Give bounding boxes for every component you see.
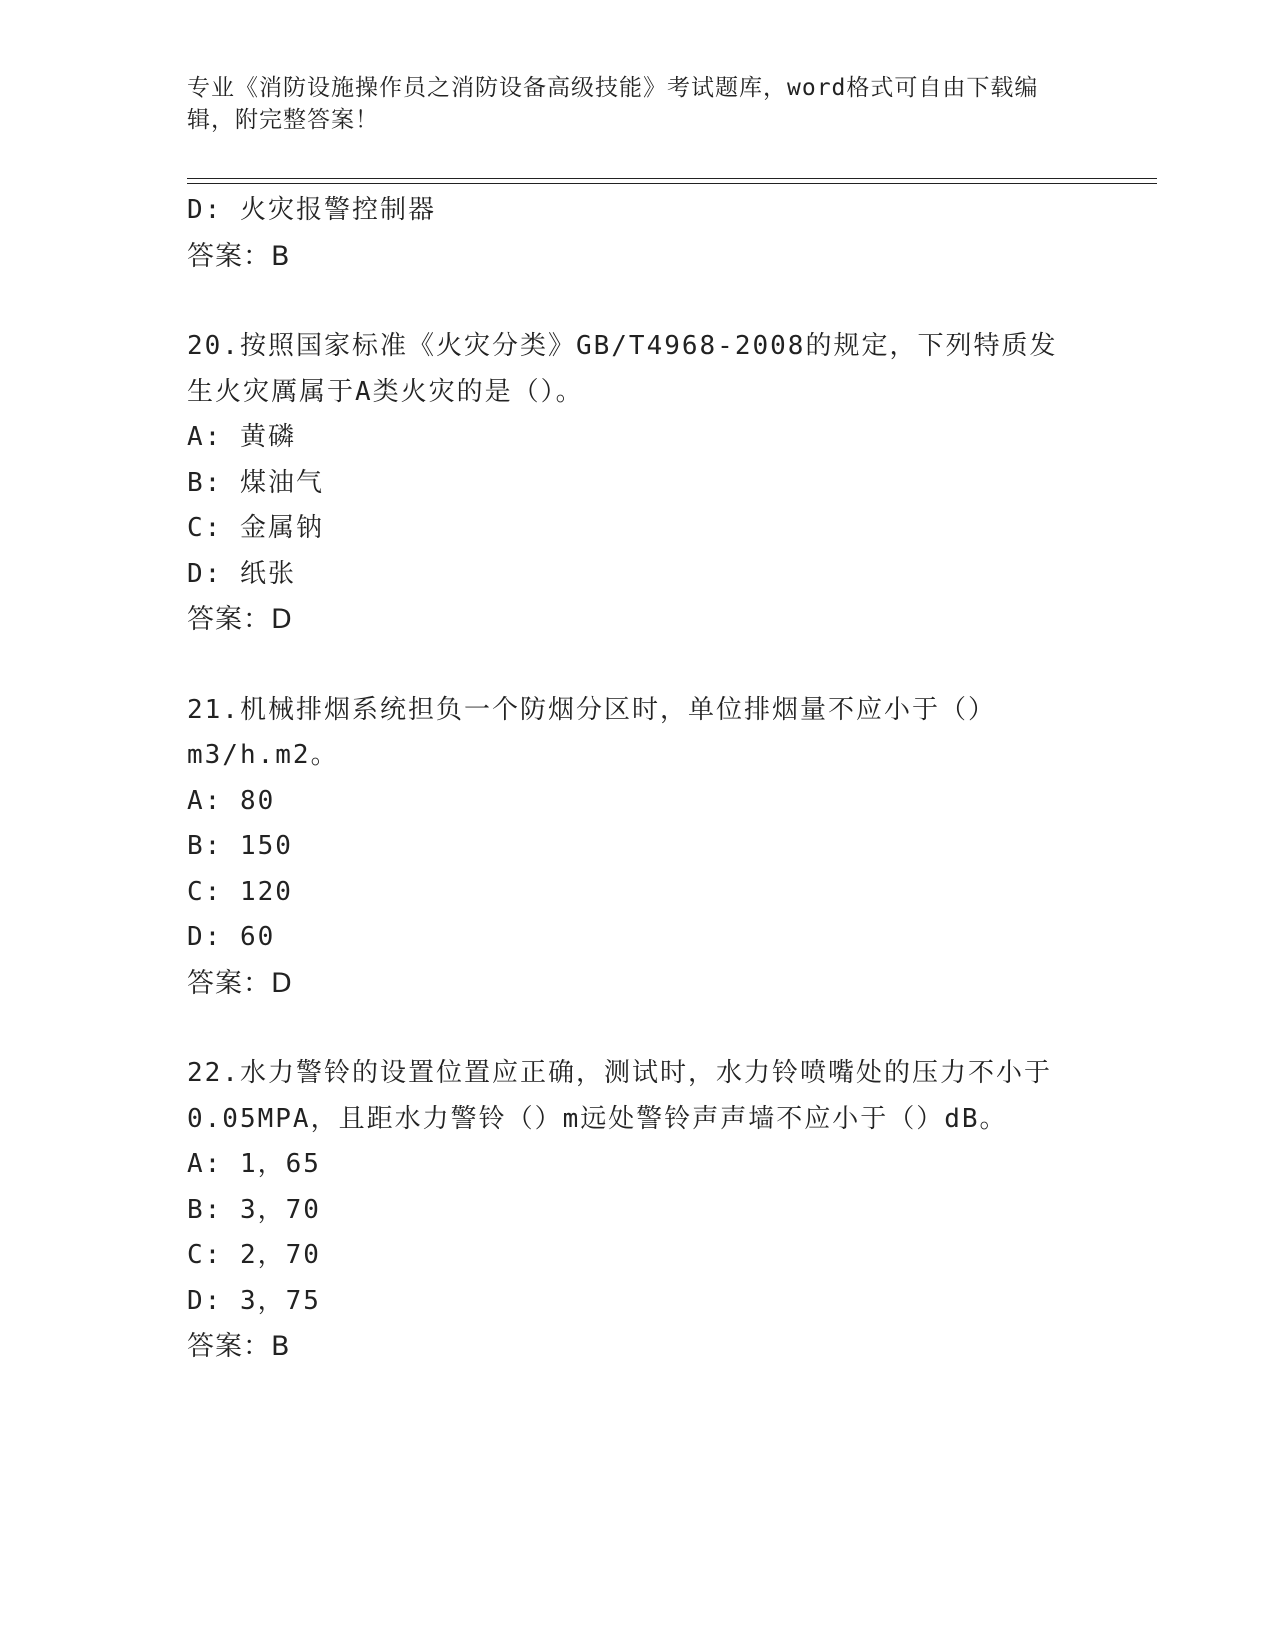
question-text: 20.按照国家标准《火灾分类》GB/T4968-2008的规定，下列特质发生火灾厲属于A类火灾的是（）。 [187,331,1058,407]
spacer [187,643,1087,688]
option-b: B: 煤油气 [187,467,324,498]
answer-line: 答案：B [187,240,291,272]
option-c: C: 120 [187,876,293,907]
option-a: A: 黄磷 [187,422,296,452]
answer-line: 答案：B [187,1331,291,1362]
question-text: 21.机械排烟系统担负一个防烟分区时，单位排烟量不应小于（）m3/h.m2。 [187,694,996,770]
option-b: B: 3，70 [187,1194,321,1225]
answer-line: 答案：D [187,604,293,635]
spacer [187,279,1087,324]
option-a: A: 80 [187,785,276,816]
option-d: D: 3，75 [187,1285,321,1316]
page-header [187,72,1067,136]
option-c: C: 金属钠 [187,513,324,543]
option-b: B: 150 [187,831,293,861]
header-text: 专业《消防设施操作员之消防设备高级技能》考试题库，word格式可自由下载编辑，附完整答案！ [187,75,1039,133]
option-d: D: 60 [187,922,276,952]
question-block-19 [187,188,1087,279]
header-rule-top [187,178,1157,179]
question-block-21 [187,688,1087,1007]
option-a: A: 1，65 [187,1149,321,1179]
question-list [187,188,1087,1370]
question-block-22 [187,1051,1087,1370]
option-d: D: 纸张 [187,558,296,589]
spacer [187,1006,1087,1051]
option-d: D: 火灾报警控制器 [187,195,436,225]
question-block-20 [187,324,1087,643]
option-c: C: 2，70 [187,1240,321,1270]
answer-line: 答案：D [187,967,293,999]
header-rule-bottom [187,183,1157,184]
question-text: 22.水力警铃的设置位置应正确，测试时，水力铃喷嘴处的压力不小于0.05MPA，且距水力警铃（）m远处警铃声声墙不应小于（）dB。 [187,1058,1052,1134]
